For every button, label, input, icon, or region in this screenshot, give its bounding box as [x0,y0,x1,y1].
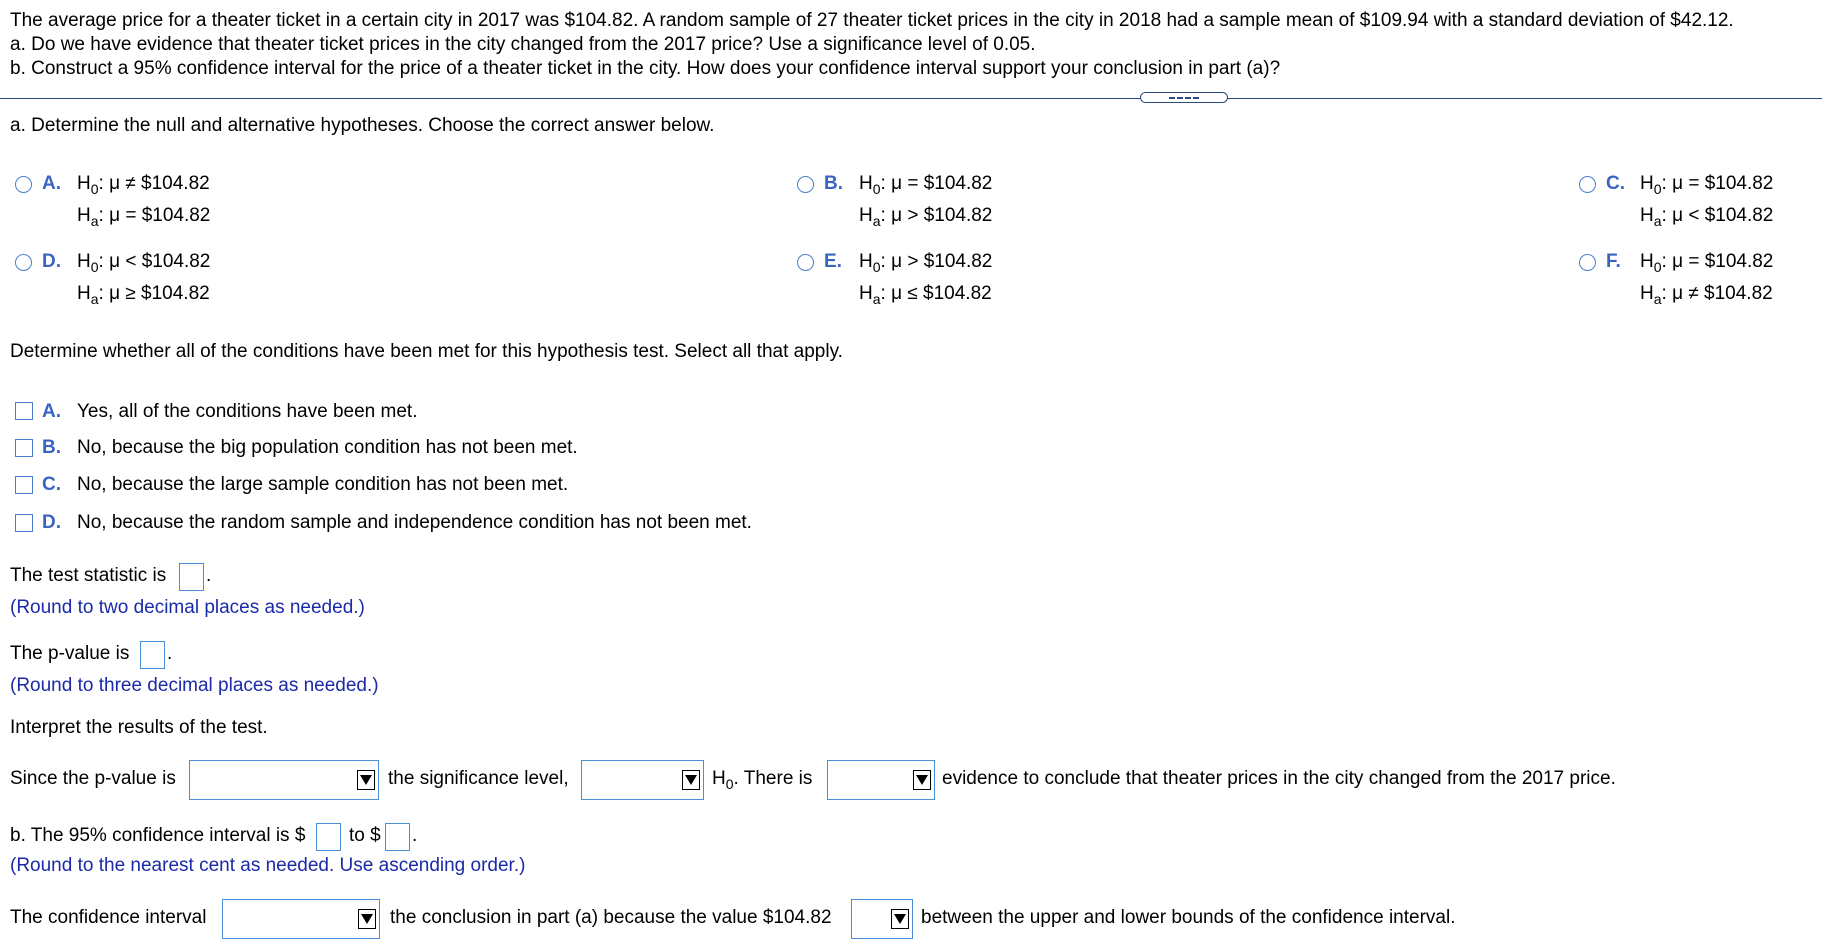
ci-period: . [412,825,418,846]
ha-label: H [77,205,91,226]
h0-sub: 0 [1653,181,1662,197]
h0-sub: 0 [90,259,99,275]
ci-support-middle: the conclusion in part (a) because the value $104.82 [390,907,832,928]
option-e-letter[interactable]: E. [824,251,842,272]
there-is-text: . There is [733,768,813,789]
option-b-h0[interactable] [859,173,992,195]
ci-to-text: to $ [349,825,381,846]
h0-label: H [712,768,726,789]
h0-label: H [77,173,91,194]
h0-label: H [1640,251,1654,272]
option-b-ha[interactable] [859,205,992,227]
ha-sub: a [1653,213,1662,229]
option-c-ha[interactable] [1640,205,1773,227]
ha-label: H [77,283,91,304]
ha-label: H [859,205,873,226]
ha-rest: : μ < $104.82 [1661,205,1774,226]
dropdown-arrow-icon[interactable] [682,770,700,790]
option-d-radio[interactable] [15,254,32,271]
condition-d-checkbox[interactable] [15,514,33,532]
ci-lower-input[interactable] [316,823,341,851]
ha-label: H [859,283,873,304]
h0-rest: : μ = $104.82 [880,173,993,194]
question-line-2: a. Do we have evidence that theater ticket prices in the city changed from the 2017 price? Use a significance level of 0.05. [10,34,1036,55]
h0-rest: : μ ≠ $104.82 [98,173,210,194]
h0-label: H [859,173,873,194]
ci-bounds-dropdown[interactable] [851,899,913,939]
p-value-hint: (Round to three decimal places as needed.) [10,675,379,696]
h0-sub: 0 [872,259,881,275]
dropdown-arrow-icon[interactable] [891,909,909,929]
condition-a-text[interactable]: Yes, all of the conditions have been met. [77,401,418,422]
h0-rest: : μ = $104.82 [1661,251,1774,272]
option-b-radio[interactable] [797,176,814,193]
dropdown-arrow-icon[interactable] [357,770,375,790]
expand-handle[interactable] [1140,92,1228,103]
evidence-dropdown[interactable] [827,760,935,800]
option-f-radio[interactable] [1579,254,1596,271]
h0-label: H [1640,173,1654,194]
condition-d-letter[interactable]: D. [42,512,61,533]
option-a-radio[interactable] [15,176,32,193]
option-f-h0[interactable] [1640,251,1773,273]
ci-support-start: The confidence interval [10,907,207,928]
h0-sub: 0 [872,181,881,197]
dropdown-arrow-icon[interactable] [913,770,931,790]
interpret-heading: Interpret the results of the test. [10,717,268,738]
option-d-ha[interactable] [77,283,210,305]
h0-there-is-text [712,768,812,790]
reject-decision-dropdown[interactable] [581,760,704,800]
h0-sub: 0 [725,776,734,792]
condition-b-text[interactable]: No, because the big population condition has not been met. [77,437,578,458]
option-c-radio[interactable] [1579,176,1596,193]
ci-hint: (Round to the nearest cent as needed. Use ascending order.) [10,855,526,876]
h0-rest: : μ < $104.82 [98,251,211,272]
option-d-h0[interactable] [77,251,210,273]
option-e-radio[interactable] [797,254,814,271]
option-a-letter[interactable]: A. [42,173,61,194]
ha-sub: a [872,213,881,229]
condition-c-text[interactable]: No, because the large sample condition has not been met. [77,474,569,495]
ci-upper-input[interactable] [385,823,410,851]
test-statistic-period: . [206,565,212,586]
ha-rest: : μ ≠ $104.82 [1661,283,1773,304]
ha-sub: a [1653,291,1662,307]
evidence-conclusion-text: evidence to conclude that theater prices in the city changed from the 2017 price. [942,768,1616,789]
conditions-prompt: Determine whether all of the conditions have been met for this hypothesis test. Select all that apply. [10,341,843,362]
ha-label: H [1640,283,1654,304]
p-value-input[interactable] [140,641,165,669]
condition-b-letter[interactable]: B. [42,437,61,458]
h0-sub: 0 [90,181,99,197]
part-a-prompt: a. Determine the null and alternative hypotheses. Choose the correct answer below. [10,115,715,136]
ha-sub: a [90,291,99,307]
section-divider [0,98,1822,99]
since-p-value-text: Since the p-value is [10,768,176,789]
h0-label: H [859,251,873,272]
p-value-label: The p-value is [10,643,130,664]
condition-b-checkbox[interactable] [15,439,33,457]
h0-rest: : μ = $104.82 [1661,173,1774,194]
option-a-h0[interactable] [77,173,210,195]
h0-label: H [77,251,91,272]
test-statistic-hint: (Round to two decimal places as needed.) [10,597,365,618]
ha-rest: : μ > $104.82 [880,205,993,226]
h0-sub: 0 [1653,259,1662,275]
option-d-letter[interactable]: D. [42,251,61,272]
significance-level-text: the significance level, [388,768,569,789]
question-line-3: b. Construct a 95% confidence interval for the price of a theater ticket in the city. How does your confidence interval support your conclusion in part (a)? [10,58,1281,79]
option-e-h0[interactable] [859,251,992,273]
ci-label: b. The 95% confidence interval is $ [10,825,306,846]
p-value-comparison-dropdown[interactable] [189,760,379,800]
condition-c-letter[interactable]: C. [42,474,61,495]
option-e-ha[interactable] [859,283,992,305]
option-b-letter[interactable]: B. [824,173,843,194]
option-c-letter[interactable]: C. [1606,173,1625,194]
p-value-period: . [167,643,173,664]
ha-rest: : μ ≤ $104.82 [880,283,992,304]
condition-a-letter[interactable]: A. [42,401,61,422]
test-statistic-input[interactable] [179,563,204,591]
option-f-letter[interactable]: F. [1606,251,1621,272]
ha-sub: a [90,213,99,229]
condition-d-text[interactable]: No, because the random sample and independence condition has not been met. [77,512,752,533]
ha-rest: : μ = $104.82 [98,205,211,226]
question-line-1: The average price for a theater ticket in a certain city in 2017 was $104.82. A random sample of 27 theater ticket prices in the city in 2018 had a sample mean of $109.94 with a standard deviation of $42.12. [10,10,1734,31]
ha-rest: : μ ≥ $104.82 [98,283,210,304]
ci-support-end: between the upper and lower bounds of the confidence interval. [921,907,1456,928]
ha-label: H [1640,205,1654,226]
option-c-h0[interactable] [1640,173,1773,195]
option-a-ha[interactable] [77,205,210,227]
condition-a-checkbox[interactable] [15,402,33,420]
dropdown-arrow-icon[interactable] [358,909,376,929]
h0-rest: : μ > $104.82 [880,251,993,272]
ha-sub: a [872,291,881,307]
option-f-ha[interactable] [1640,283,1773,305]
ci-support-dropdown[interactable] [222,899,380,939]
test-statistic-label: The test statistic is [10,565,167,586]
condition-c-checkbox[interactable] [15,476,33,494]
